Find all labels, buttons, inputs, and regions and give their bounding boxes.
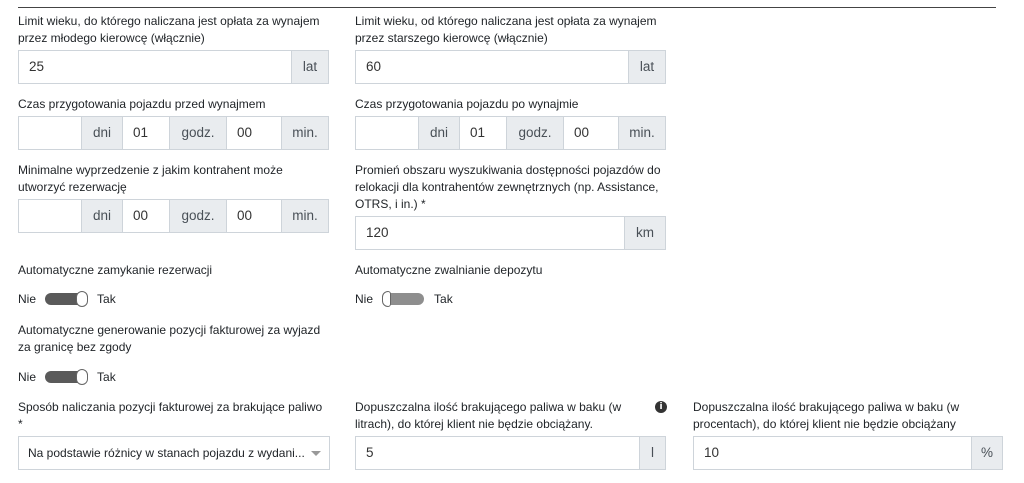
auto-release-label: Automatyczne zwalnianie depozytu (355, 263, 543, 277)
search-radius-unit: km (624, 216, 666, 250)
auto-release-switch[interactable] (382, 293, 424, 305)
fuel-percent-label-line1: Dopuszczalna ilość brakującego paliwa w baku (w (693, 400, 960, 414)
auto-close-off-label: Nie (18, 292, 37, 306)
switch-knob (76, 369, 88, 385)
fuel-liters-input-group (355, 436, 666, 470)
search-radius-input[interactable]: 120 (355, 216, 625, 250)
fuel-method-selected-value: Na podstawie różnicy w stanach pojazdu z wydani... (28, 446, 305, 460)
fuel-percent-unit: % (971, 436, 1003, 470)
auto-invoice-on-label: Tak (97, 370, 116, 384)
fuel-percent-input-group (693, 436, 1003, 470)
min-advance-minutes-unit: min. (281, 199, 329, 233)
prep-before-minutes-unit: min. (281, 116, 329, 150)
switch-knob (76, 291, 88, 307)
prep-after-minutes-unit: min. (618, 116, 666, 150)
fuel-percent-input[interactable]: 10 (693, 436, 972, 470)
search-radius-label-line2: relokacji dla kontrahentów zewnętrznych (np. Assistance, (355, 180, 659, 194)
prep-after-days-input[interactable] (355, 116, 419, 150)
prep-after-minutes-input[interactable]: 00 (563, 116, 619, 150)
min-advance-days-input[interactable] (18, 199, 82, 233)
prep-after-hours-input[interactable]: 01 (459, 116, 507, 150)
prep-after-hours-unit: godz. (506, 116, 564, 150)
prep-before-hours-input[interactable]: 01 (122, 116, 170, 150)
info-circle-icon[interactable]: i (655, 401, 667, 413)
auto-close-on-label: Tak (97, 292, 116, 306)
search-radius-input-group (355, 216, 666, 250)
search-radius-label-line1: Promień obszaru wyszukiwania dostępności pojazdów do (355, 163, 661, 177)
auto-invoice-label-line1: Automatyczne generowanie pozycji fakturowej za wyjazd (18, 323, 321, 337)
auto-invoice-toggle (18, 368, 116, 386)
min-advance-hours-input[interactable]: 00 (122, 199, 170, 233)
auto-release-off-label: Nie (355, 292, 374, 306)
top-divider (18, 7, 996, 8)
prep-before-days-unit: dni (81, 116, 123, 150)
young-driver-label-line1: Limit wieku, do którego naliczana jest opłata za wynajem (18, 14, 320, 28)
young-driver-unit: lat (291, 50, 329, 84)
switch-knob (382, 291, 391, 307)
old-driver-label-line1: Limit wieku, od którego naliczana jest opłata za wynajem (355, 14, 657, 28)
old-driver-label-line2: przez starszego kierowcę (włącznie) (355, 31, 548, 45)
auto-release-on-label: Tak (434, 292, 453, 306)
prep-before-hours-unit: godz. (169, 116, 227, 150)
min-advance-minutes-input[interactable]: 00 (226, 199, 282, 233)
young-driver-input-group (18, 50, 329, 84)
prep-before-minutes-input[interactable]: 00 (226, 116, 282, 150)
old-driver-age-input[interactable]: 60 (355, 50, 629, 84)
auto-invoice-label-line2: za granicę bez zgody (18, 340, 132, 354)
min-advance-days-unit: dni (81, 199, 123, 233)
young-driver-age-input[interactable]: 25 (18, 50, 292, 84)
prep-after-input-group (355, 116, 666, 150)
auto-invoice-switch[interactable] (45, 371, 87, 383)
min-advance-label-line2: utworzyć rezerwację (18, 180, 127, 194)
auto-close-label: Automatyczne zamykanie rezerwacji (18, 263, 213, 277)
auto-release-toggle (355, 290, 453, 308)
min-advance-hours-unit: godz. (169, 199, 227, 233)
prep-before-label: Czas przygotowania pojazdu przed wynajmem (18, 97, 266, 111)
auto-close-switch[interactable] (45, 293, 87, 305)
fuel-liters-label-line1: Dopuszczalna ilość brakującego paliwa w baku (w (355, 400, 622, 414)
auto-invoice-off-label: Nie (18, 370, 37, 384)
prep-after-label: Czas przygotowania pojazdu po wynajmie (355, 97, 579, 111)
young-driver-label-line2: przez młodego kierowcę (włącznie) (18, 31, 205, 45)
old-driver-unit: lat (628, 50, 666, 84)
fuel-percent-label-line2: procentach), do której klient nie będzie obciążany (693, 417, 956, 431)
fuel-liters-label-line2: litrach), do której klient nie będzie obciążany. (355, 417, 593, 431)
fuel-liters-unit: l (639, 436, 666, 470)
old-driver-input-group (355, 50, 666, 84)
auto-close-toggle (18, 290, 116, 308)
prep-before-days-input[interactable] (18, 116, 82, 150)
fuel-method-label-line2: * (18, 417, 23, 431)
min-advance-input-group (18, 199, 329, 233)
search-radius-label-line3: OTRS, i in.) * (355, 197, 426, 211)
prep-after-days-unit: dni (418, 116, 460, 150)
fuel-method-select[interactable] (18, 436, 330, 470)
fuel-method-label-line1: Sposób naliczania pozycji fakturowej za brakujące paliwo (18, 400, 323, 414)
prep-before-input-group (18, 116, 329, 150)
fuel-liters-input[interactable]: 5 (355, 436, 640, 470)
min-advance-label-line1: Minimalne wyprzedzenie z jakim kontrahent może (18, 163, 283, 177)
chevron-down-icon (311, 451, 321, 456)
